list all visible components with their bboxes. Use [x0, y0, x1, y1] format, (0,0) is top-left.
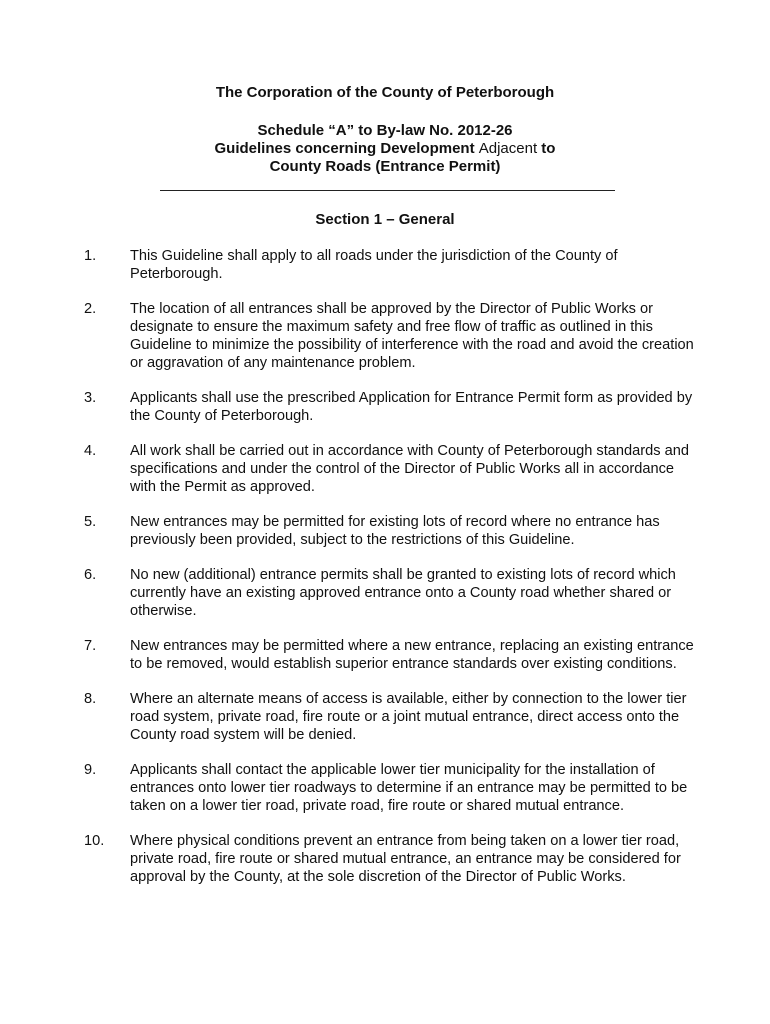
guidelines-title-part2: Adjacent [478, 140, 538, 157]
item-text: New entrances may be permitted for existing lots of record where no entrance has previously been provided, subject to the restrictions of this Guideline. [130, 514, 660, 548]
list-item [0, 690, 770, 744]
guidelines-title-part1: Guidelines concerning Development [214, 140, 475, 157]
item-number: 2. [84, 301, 97, 317]
list-item [0, 300, 770, 372]
item-text: Where an alternate means of access is available, either by connection to the lower tier road system, private road, fire route or a joint mutual entrance, direct access onto the County road system will be denied. [130, 691, 687, 743]
title-divider [160, 190, 615, 191]
item-number: 5. [84, 514, 97, 530]
item-number: 9. [84, 762, 97, 778]
item-text: All work shall be carried out in accordance with County of Peterborough standards and specifications and under the control of the Director of Public Works all in accordance with the Permit as approved. [130, 443, 689, 495]
list-item [0, 761, 770, 815]
item-text: Applicants shall use the prescribed Application for Entrance Permit form as provided by the County of Peterborough. [130, 390, 693, 424]
item-text: This Guideline shall apply to all roads under the jurisdiction of the County of Peterborough. [130, 248, 618, 282]
list-item [0, 832, 770, 886]
item-text: Applicants shall contact the applicable lower tier municipality for the installation of entrances onto lower tier roadways to determine if an entrance may be permitted to be taken on a lower tier road, private road, fire route or shared mutual entrance. [130, 762, 688, 814]
list-item [0, 513, 770, 549]
item-text: No new (additional) entrance permits shall be granted to existing lots of record which currently have an existing approved entrance onto a County road whether shared or otherwise. [130, 567, 676, 619]
list-item [0, 566, 770, 620]
list-item [0, 442, 770, 496]
guidelines-title-part3: to [541, 140, 556, 157]
guidelines-title-line2: County Roads (Entrance Permit) [269, 158, 501, 175]
item-number: 7. [84, 638, 97, 654]
item-text: The location of all entrances shall be approved by the Director of Public Works or designate to ensure the maximum safety and free flow of traffic as outlined in this Guideline to minimize the possibility of interference with the road and avoid the creation or aggravation of any maintenance problem. [130, 301, 694, 371]
item-number: 4. [84, 443, 97, 459]
guideline-list [0, 247, 770, 903]
section-title: Section 1 – General [315, 211, 455, 228]
list-item [0, 637, 770, 673]
item-text: Where physical conditions prevent an entrance from being taken on a lower tier road, private road, fire route or shared mutual entrance, an entrance may be considered for approval by the County, at the sole discretion of the Director of Public Works. [130, 833, 681, 885]
guidelines-title [0, 140, 770, 158]
item-number: 10. [84, 833, 105, 849]
item-number: 1. [84, 248, 97, 264]
item-text: New entrances may be permitted where a new entrance, replacing an existing entrance to be removed, would establish superior entrance standards over existing conditions. [130, 638, 694, 672]
schedule-title: Schedule “A” to By-law No. 2012-26 [257, 122, 513, 139]
list-item [0, 247, 770, 283]
item-number: 8. [84, 691, 97, 707]
item-number: 3. [84, 390, 97, 406]
item-number: 6. [84, 567, 97, 583]
list-item [0, 389, 770, 425]
organization-title: The Corporation of the County of Peterborough [215, 84, 555, 101]
